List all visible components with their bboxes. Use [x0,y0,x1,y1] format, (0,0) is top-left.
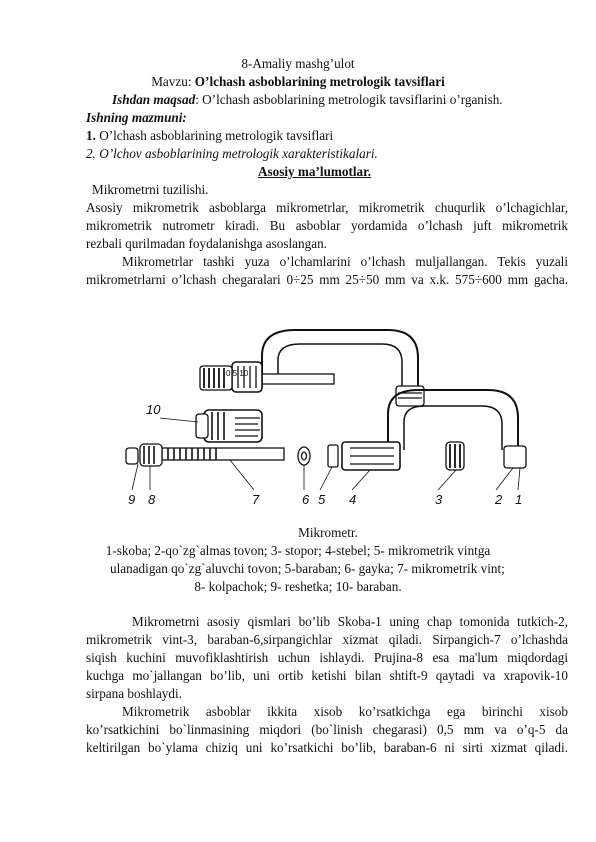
topic-label: Mavzu: [151,74,192,89]
goal-label: Ishdan maqsad [112,92,196,107]
paragraph-3-line-3: siqish kuchini muvofiklashtirish uchun ishlaydi. Prujina-8 esa ma'lum miqdordagi [86,650,568,665]
part-number-4: 4 [349,492,357,507]
section-subheading: Mikrometrni tuzilishi. [92,182,209,197]
part-number-8: 8 [148,492,156,507]
paragraph-3-line-4: kuchga mo`jallangan bo’lib, uni ortib ketishi bilan shtift-9 qaytadi va xrapovik-10 [86,668,568,683]
paragraph-4-line-2: ko’rsatkichini bo`linmasining miqdori (bo`linish chegarasi) 0,5 mm va o’q-5 da [86,722,568,737]
practice-title: 8-Amaliy mashg’ulot [241,56,355,71]
topic-text: O’lchash asboblarining metrologik tavsiflari [194,74,445,89]
contents-item-1 [86,127,333,144]
paragraph-2-line-2: mikrometrlarni o’lchash chegaralari 0÷25 mm 25÷50 mm va x.k. 575÷600 mm gacha. [86,272,568,287]
paragraph-3-line-1: Mikrometrni asosiy qismlari bo’lib Skoba-1 uning chap tomonida tutkich-2, [132,614,568,629]
goal-text: : O’lchash asboblarining metrologik tavsiflarini o’rganish. [195,92,503,107]
part-number-2: 2 [495,492,503,507]
part-number-1: 1 [515,492,523,507]
figure-caption: Mikrometr. [298,525,358,540]
paragraph-4-line-1: Mikrometrik asboblar ikkita xisob ko’rsatkichga ega birinchi xisob [122,704,568,719]
upper-scale [226,369,249,378]
part-number-10: 10 [146,402,161,417]
item-number: 2. [86,146,96,161]
paragraph-4-line-3: keltirilgan bo`ylama chiziq uni ko’rsatkichi bo’lib, baraban-6 ni sirti xizmat qiladi. [86,740,568,755]
paragraph-3-line-2: mikrometrik vint-3, baraban-6,sirpangichlar xizmat qiladi. Sirpangich-7 o’lchashda [86,632,568,647]
contents-heading: Ishning mazmuni: [86,110,187,125]
item-text: O’lchash asboblarining metrologik tavsiflari [95,128,334,143]
part-number-9: 9 [128,492,136,507]
part-number-7: 7 [252,492,260,507]
topic-line [0,73,596,90]
figure-legend-line-2: ulanadigan qo`zg`aluvchi tovon; 5-baraban; 6- gayka; 7- mikrometrik vint; [110,561,505,576]
item-number: 1. [86,128,96,143]
figure-legend-line-1: 1-skoba; 2-qo`zg`almas tovon; 3- stopor; 4-stebel; 5- mikrometrik vintga [105,543,491,558]
goal-line [112,91,503,108]
paragraph-1-line-2: mikrometrik nutrometr kiradi. Bu asboblar yordamida o’lchash juft mikrometrik [86,218,568,233]
figure-legend-line-3: 8- kolpachok; 9- reshetka; 10- baraban. [194,579,402,594]
paragraph-1-line-3: rezbali qurilmadan foydalanishga asoslangan. [86,236,327,251]
contents-item-2 [86,145,378,162]
part-number-6: 6 [302,492,310,507]
part-number-5: 5 [318,492,326,507]
scale-text: 0 5 10 [226,369,249,378]
micrometer-illustration [120,318,540,523]
item-text: O’lchov asboblarining metrologik xarakteristikalari. [95,146,378,161]
paragraph-2-line-1: Mikrometrlar tashki yuza o’lchamlarini o’lchash muljallangan. Tekis yuzali [122,254,568,269]
section-heading: Asosiy ma’lumotlar. [258,164,372,179]
paragraph-1-line-1: Asosiy mikrometrik asboblarga mikrometrlar, mikrometrik chuqurlik o’lchagichlar, [86,200,568,215]
part-number-3: 3 [435,492,443,507]
paragraph-3-line-5: sirpana boshlaydi. [86,686,182,701]
